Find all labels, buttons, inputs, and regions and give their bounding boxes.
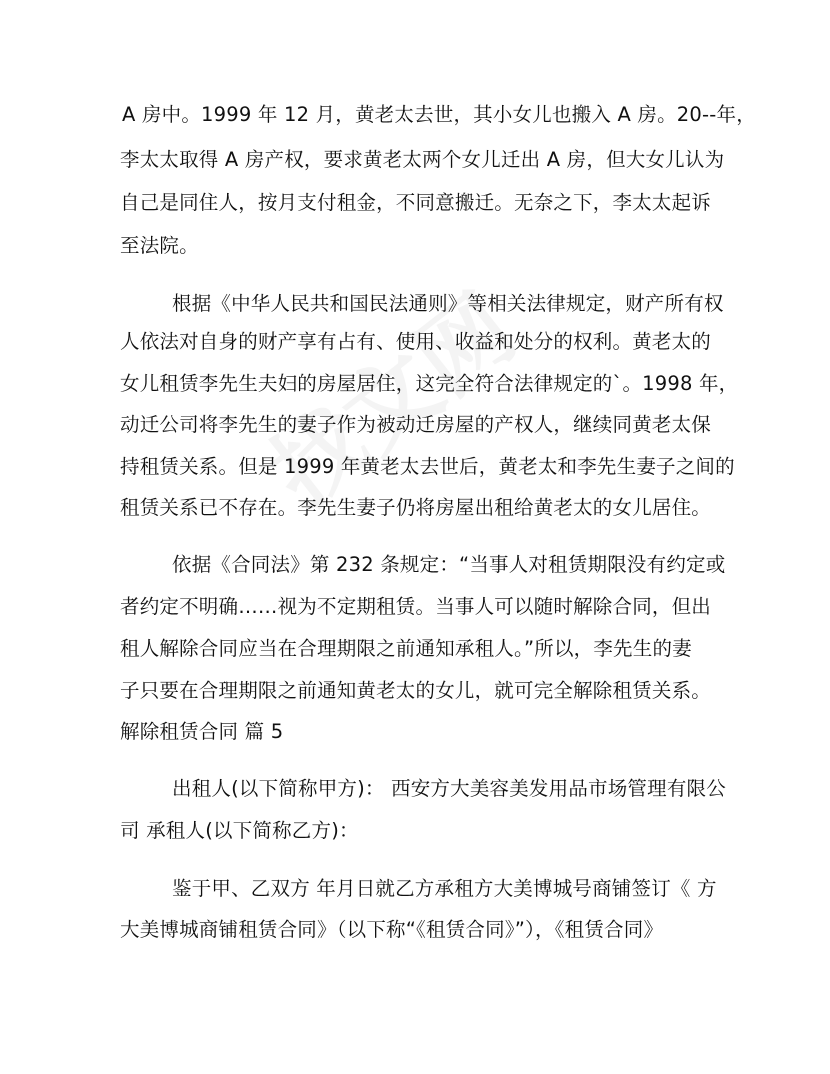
text-line: 租人解除合同应当在合理期限之前通知承租人。”所以，李先生的妻: [120, 637, 692, 660]
text-line: A 房中。1999 年 12 月，黄老太去世，其小女儿也搬入 A 房。20--年，: [122, 103, 756, 126]
text-line: 根据《中华人民共和国民法通则》等相关法律规定，财产所有权: [172, 292, 724, 315]
section-heading: 解除租赁合同 篇 5: [120, 720, 284, 743]
text-line: 李太太取得 A 房产权，要求黄老太两个女儿迁出 A 房，但大女儿认为: [120, 148, 725, 171]
text-line: 大美博城商铺租赁合同》（以下称“《租赁合同》”），《租赁合同》: [120, 918, 664, 941]
text-line: 出租人(以下简称甲方)： 西安方大美容美发用品市场管理有限公: [172, 777, 726, 800]
text-line: 自己是同住人，按月支付租金，不同意搬迁。无奈之下，李太太起诉: [120, 191, 712, 214]
text-line: 动迁公司将李先生的妻子作为被动迁房屋的产权人，继续同黄老太保: [120, 413, 712, 436]
text-line: 租赁关系已不存在。李先生妻子仍将房屋出租给黄老太的女儿居住。: [120, 496, 712, 519]
text-line: 人依法对自身的财产享有占有、使用、收益和处分的权利。黄老太的: [120, 330, 712, 353]
text-line: 依据《合同法》第 232 条规定：“当事人对租赁期限没有约定或: [172, 553, 726, 576]
text-line: 者约定不明确……视为不定期租赁。当事人可以随时解除合同，但出: [120, 595, 712, 618]
text-line: 持租赁关系。但是 1999 年黄老太去世后，黄老太和李先生妻子之间的: [120, 455, 735, 478]
text-line: 鉴于甲、乙双方 年月日就乙方承租方大美博城号商铺签订《 方: [172, 877, 717, 900]
text-line: 至法院。: [120, 234, 199, 257]
text-line: 子只要在合理期限之前通知黄老太的女儿，就可完全解除租赁关系。: [120, 679, 712, 702]
text-line: 女儿租赁李先生夫妇的房屋居住，这完全符合法律规定的`。1998 年，: [120, 372, 739, 395]
text-line: 司 承租人(以下简称乙方)：: [120, 819, 359, 842]
